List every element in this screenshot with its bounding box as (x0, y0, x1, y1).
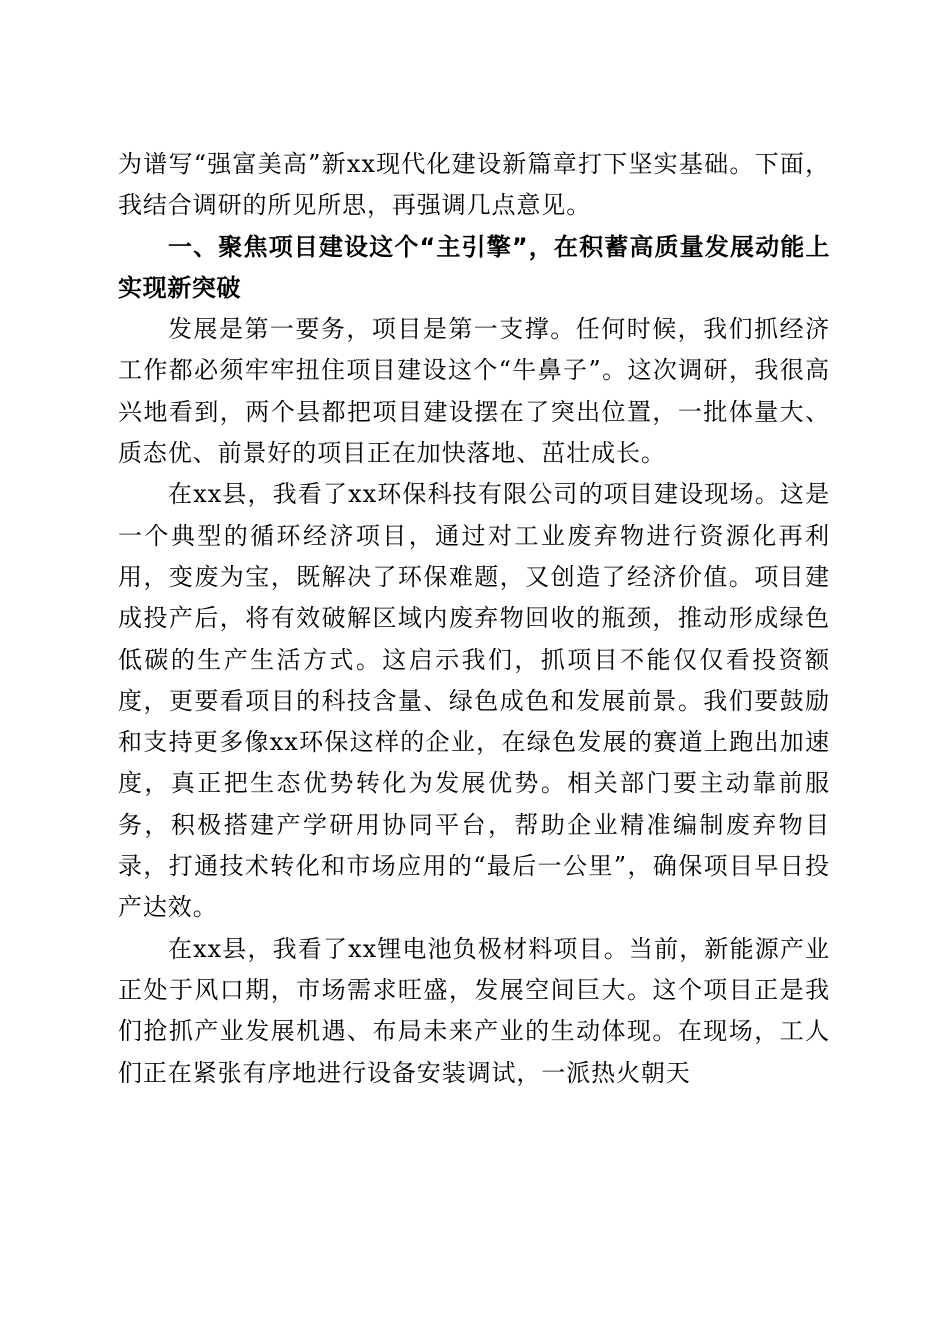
body-paragraph-environmental-project: 在xx县，我看了xx环保科技有限公司的项目建设现场。这是一个典型的循环经济项目，通过对工业废弃物进行资源化再利用，变废为宝，既解决了环保难题，又创造了经济价值。项目建成投产后，将有效破解区域内废弃物回收的瓶颈，推动形成绿色低碳的生产生活方式。这启示我们，抓项目不能仅仅看投资额度，更要看项目的科技含量、绿色成色和发展前景。我们要鼓励和支持更多像xx环保这样的企业，在绿色发展的赛道上跑出加速度，真正把生态优势转化为发展优势。相关部门要主动靠前服务，积极搭建产学研用协同平台，帮助企业精准编制废弃物目录，打通技术转化和市场应用的“最后一公里”，确保项目早日投产达效。 (118, 480, 830, 922)
section-heading-1: 一、聚焦项目建设这个“主引擎”，在积蓄高质量发展动能上实现新突破 (118, 232, 830, 302)
body-paragraph-lithium-battery-project: 在xx县，我看了xx锂电池负极材料项目。当前，新能源产业正处于风口期，市场需求旺盛，发展空间巨大。这个项目正是我们抢抓产业发展机遇、布局未来产业的生动体现。在现场，工人们正在紧张有序地进行设备安装调试，一派热火朝天 (118, 934, 830, 1087)
body-paragraph-project-importance: 发展是第一要务，项目是第一支撑。任何时候，我们抓经济工作都必须牢牢扭住项目建设这个“牛鼻子”。这次调研，我很高兴地看到，两个县都把项目建设摆在了突出位置，一批体量大、质态优、前景好的项目正在加快落地、茁壮成长。 (118, 315, 830, 468)
document-body (118, 144, 830, 1094)
body-paragraph-continuation: 为谱写“强富美高”新xx现代化建设新篇章打下坚实基础。下面，我结合调研的所见所思，再强调几点意见。 (118, 150, 830, 220)
